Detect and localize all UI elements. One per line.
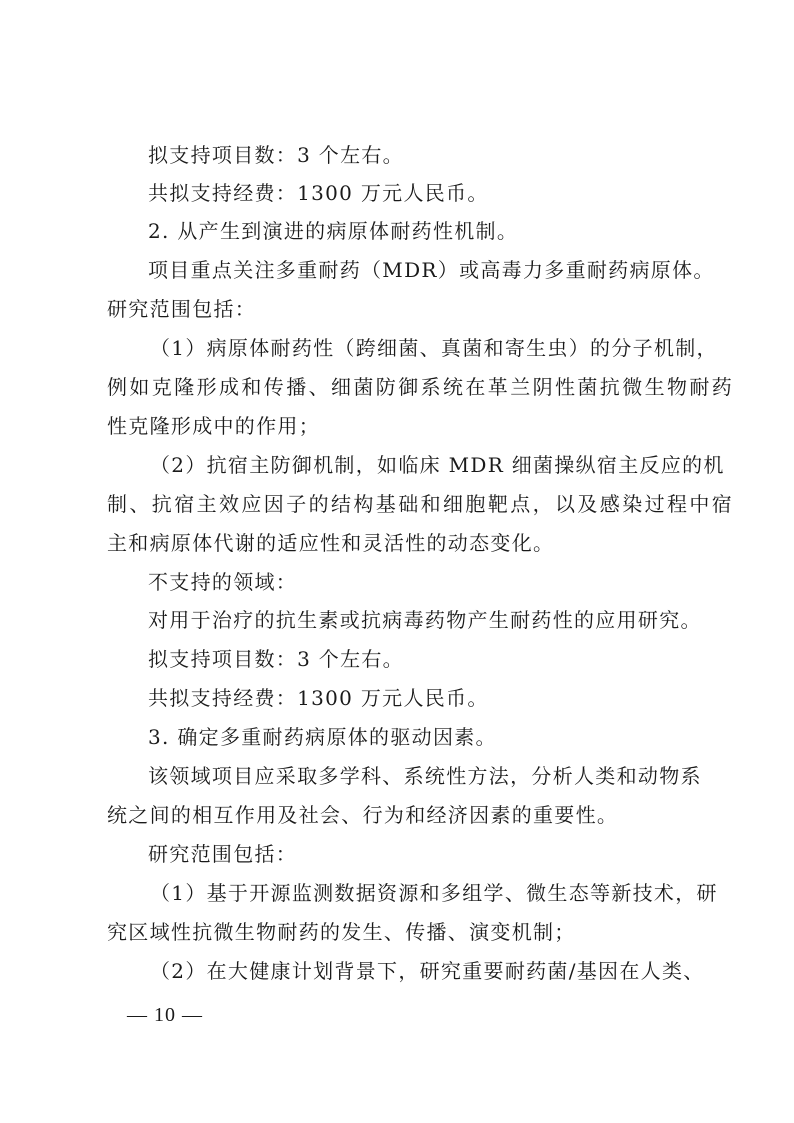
text-line: 主和病原体代谢的适应性和灵活性的动态变化。: [107, 531, 555, 555]
text-line: 项目重点关注多重耐药（MDR）或高毒力多重耐药病原体。: [148, 258, 715, 282]
text-line: 对用于治疗的抗生素或抗病毒药物产生耐药性的应用研究。: [148, 608, 702, 632]
page-number: — 10 —: [127, 1004, 203, 1026]
list-item: （1）病原体耐药性（跨细菌、真菌和寄生虫）的分子机制，: [150, 336, 718, 360]
text-line: 研究范围包括：: [107, 297, 257, 321]
text-line: 例如克隆形成和传播、细菌防御系统在革兰阴性菌抗微生物耐药: [107, 375, 735, 399]
section-heading: 3. 确定多重耐药病原体的驱动因素。: [148, 725, 497, 749]
text-line: 共拟支持经费：1300 万元人民币。: [148, 181, 489, 205]
text-line: 统之间的相互作用及社会、行为和经济因素的重要性。: [107, 803, 619, 827]
text-line: 究区域性抗微生物耐药的发生、传播、演变机制；: [107, 920, 576, 944]
text-line: 拟支持项目数：3 个左右。: [148, 647, 404, 671]
text-line: 研究范围包括：: [148, 842, 298, 866]
text-line: 不支持的领域：: [148, 570, 298, 594]
text-line: 拟支持项目数：3 个左右。: [148, 143, 404, 167]
text-line: 共拟支持经费：1300 万元人民币。: [148, 686, 489, 710]
text-line: 制、抗宿主效应因子的结构基础和细胞靶点，以及感染过程中宿: [107, 492, 735, 516]
list-item: （2）抗宿主防御机制，如临床 MDR 细菌操纵宿主反应的机: [150, 453, 725, 477]
list-item: （2）在大健康计划背景下，研究重要耐药菌/基因在人类、: [150, 959, 705, 983]
text-line: 性克隆形成中的作用；: [107, 414, 320, 438]
section-heading: 2. 从产生到演进的病原体耐药性机制。: [148, 219, 519, 243]
text-line: 该领域项目应采取多学科、系统性方法，分析人类和动物系: [148, 764, 702, 788]
list-item: （1）基于开源监测数据资源和多组学、微生态等新技术，研: [150, 881, 718, 905]
